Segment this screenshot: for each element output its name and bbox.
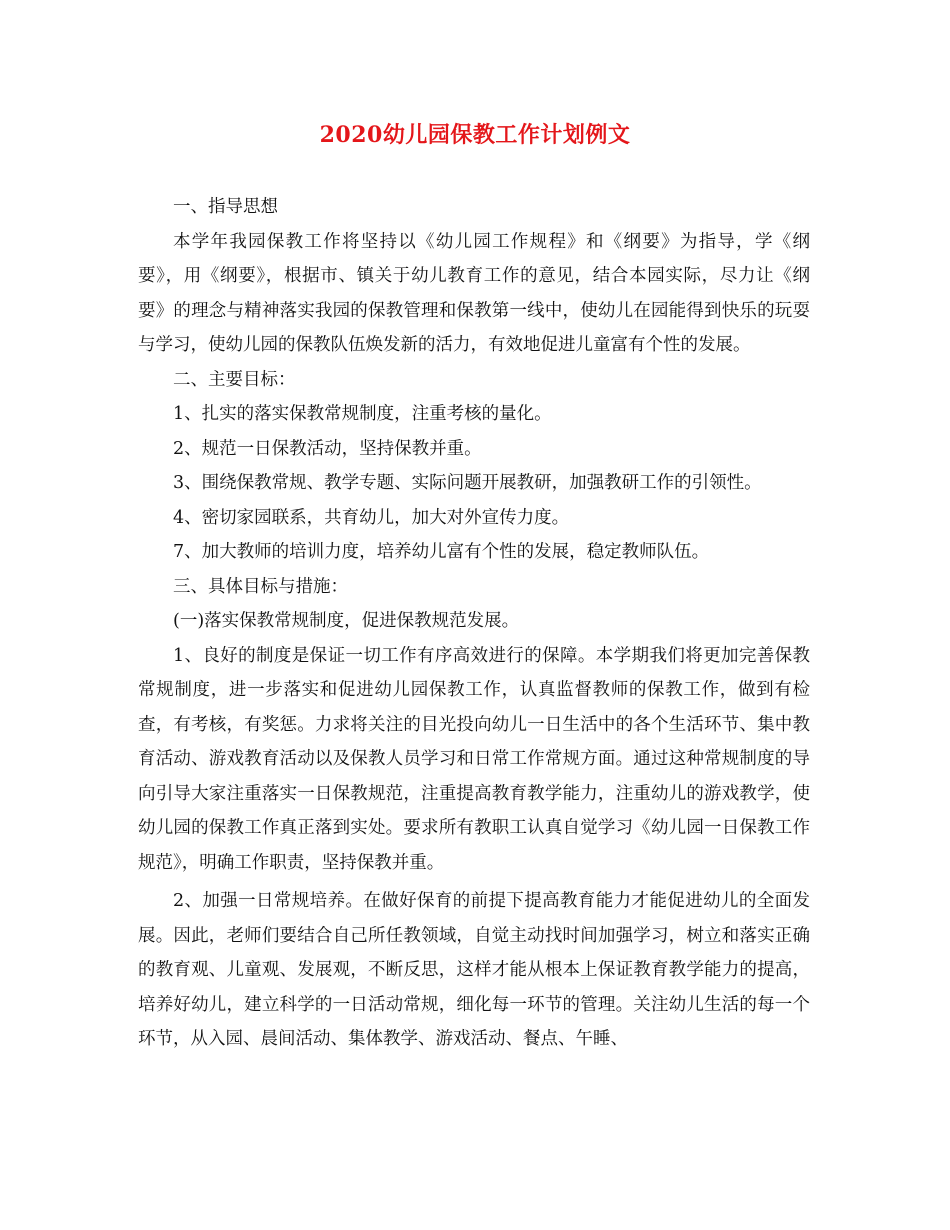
body-paragraph: 本学年我园保教工作将坚持以《幼儿园工作规程》和《纲要》为指导，学《纲要》，用《纲要》，根据市、镇关于幼儿教育工作的意见，结合本园实际，尽力让《纲要》的理念与精神落实我园的保教管理和保教第一线中，使幼儿在园能得到快乐的玩耍与学习，使幼儿园的保教队伍焕发新的活力，有效地促进儿童富有个性的发展。: [138, 231, 810, 355]
document-title: 2020幼儿园保教工作计划例文: [319, 122, 631, 148]
section-heading: 二、主要目标：: [173, 369, 296, 390]
section-heading: 三、具体目标与措施：: [173, 576, 348, 597]
section-heading: 一、指导思想: [173, 197, 278, 217]
list-item: 4、密切家园联系，共育幼儿，加大对外宣传力度。: [173, 507, 570, 528]
list-item: 1、扎实的落实保教常规制度，注重考核的量化。: [173, 404, 552, 424]
list-item: 2、规范一日保教活动，坚持保教并重。: [173, 438, 482, 459]
document-body: [138, 190, 810, 1057]
list-item: 7、加大教师的培训力度，培养幼儿富有个性的发展，稳定教师队伍。: [173, 542, 710, 562]
subsection-heading: (一)落实保教常规制度，促进保教规范发展。: [173, 611, 520, 631]
body-paragraph: 2、加强一日常规培养。在做好保育的前提下提高教育能力才能促进幼儿的全面发展。因此，老师们要结合自己所任教领域，自觉主动找时间加强学习，树立和落实正确的教育观、儿童观、发展观，不断反思，这样才能从根本上保证教育教学能力的提高，培养好幼儿，建立科学的一日活动常规，细化每一环节的管理。关注幼儿生活的每一个环节，从入园、晨间活动、集体教学、游戏活动、餐点、午睡、: [138, 891, 810, 1049]
list-item: 3、围绕保教常规、教学专题、实际问题开展教研，加强教研工作的引领性。: [173, 473, 762, 493]
body-paragraph: 1、良好的制度是保证一切工作有序高效进行的保障。本学期我们将更加完善保教常规制度，进一步落实和促进幼儿园保教工作，认真监督教师的保教工作，做到有检查，有考核，有奖惩。力求将关注的目光投向幼儿一日生活中的各个生活环节、集中教育活动、游戏教育活动以及保教人员学习和日常工作常规方面。通过这种常规制度的导向引导大家注重落实一日保教规范，注重提高教育教学能力，注重幼儿的游戏教学，使幼儿园的保教工作真正落到实处。要求所有教职工认真自觉学习《幼儿园一日保教工作规范》，明确工作职责，坚持保教并重。: [138, 645, 810, 873]
